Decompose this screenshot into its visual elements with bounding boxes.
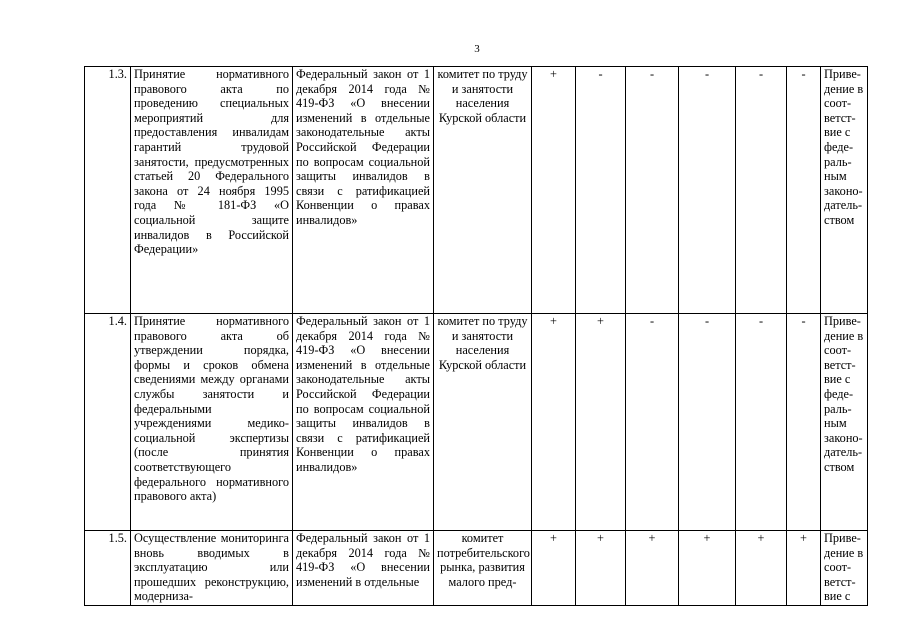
mark-value: + <box>550 314 557 328</box>
action-cell: Принятие нормативного правового акта по проведению специальных мероприятий для предоставления инвалидам гарантий трудовой занятости, предусмотренных статьей 20 Федерального закона от 24 ноября 1995 года № 181-ФЗ «О социальной защите инвалидов в Российской Федерации» <box>131 67 293 314</box>
result-line: дение в <box>824 545 864 560</box>
mark-value: + <box>597 531 604 545</box>
mark-cell <box>787 314 821 531</box>
result-line: вие с <box>824 589 851 604</box>
result-line: феде- <box>824 139 854 154</box>
executor-cell: комитет потребительского рынка, развития малого пред- <box>434 531 532 606</box>
result-line: соот- <box>824 560 852 575</box>
legal-basis-cell: Федеральный закон от 1 декабря 2014 года № 419-ФЗ «О внесении изменений в отдельные <box>293 531 434 606</box>
result-line: соот- <box>824 96 852 111</box>
mark-value: - <box>801 67 806 81</box>
row-number: 1.5. <box>85 531 131 606</box>
mark-cell <box>532 67 576 314</box>
mark-cell <box>626 531 679 606</box>
mark-value: + <box>550 67 557 81</box>
legal-basis-cell: Федеральный закон от 1 декабря 2014 года № 419-ФЗ «О внесении изменений в отдельные законодательные акты Российской Федерации по вопросам социальной защиты инвалидов в связи с ратификацией Конвенции о правах инвалидов» <box>293 314 434 531</box>
result-line: раль- <box>824 154 852 169</box>
result-line: законо- <box>824 183 863 198</box>
mark-value: - <box>598 67 603 81</box>
table-row <box>85 531 868 606</box>
mark-cell <box>576 67 626 314</box>
mark-cell <box>679 531 736 606</box>
mark-value: + <box>703 531 711 545</box>
table-row <box>85 314 868 531</box>
result-line: Приве- <box>824 67 861 81</box>
mark-cell <box>787 531 821 606</box>
result-cell <box>821 531 868 606</box>
result-line: ным <box>824 169 847 184</box>
result-line: ветст- <box>824 110 856 125</box>
mark-value: + <box>800 531 807 545</box>
result-line: ством <box>824 459 855 474</box>
executor-cell: комитет по труду и занятости населения Курской области <box>434 67 532 314</box>
mark-value: - <box>758 314 764 328</box>
result-line: соот- <box>824 343 852 358</box>
mark-value: + <box>550 531 557 545</box>
mark-cell <box>679 67 736 314</box>
action-cell: Осуществление мониторинга вновь вводимых в эксплуатацию или прошедших реконструкцию, модерниза- <box>131 531 293 606</box>
result-line: ветст- <box>824 357 856 372</box>
legal-basis-cell: Федеральный закон от 1 декабря 2014 года № 419-ФЗ «О внесении изменений в отдельные законодательные акты Российской Федерации по вопросам социальной защиты инвалидов в связи с ратификацией Конвенции о правах инвалидов» <box>293 67 434 314</box>
mark-value: - <box>649 314 655 328</box>
row-number: 1.3. <box>85 67 131 314</box>
mark-value: - <box>704 314 710 328</box>
mark-value: + <box>597 314 604 328</box>
result-line: Приве- <box>824 314 861 328</box>
result-line: законо- <box>824 430 863 445</box>
result-cell <box>821 314 868 531</box>
mark-value: + <box>757 531 765 545</box>
mark-value: - <box>758 67 764 81</box>
mark-cell <box>576 314 626 531</box>
result-line: ным <box>824 416 847 431</box>
mark-value: - <box>704 67 710 81</box>
result-line: ветст- <box>824 574 856 589</box>
result-line: ством <box>824 212 855 227</box>
mark-cell <box>626 314 679 531</box>
result-line: вие с <box>824 372 851 387</box>
mark-cell <box>787 67 821 314</box>
result-line: дение в <box>824 81 864 96</box>
result-line: раль- <box>824 401 852 416</box>
result-cell <box>821 67 868 314</box>
mark-cell <box>626 67 679 314</box>
result-line: вие с <box>824 125 851 140</box>
plan-table <box>84 66 868 606</box>
mark-value: - <box>801 314 806 328</box>
mark-cell <box>532 314 576 531</box>
table-row <box>85 67 868 314</box>
mark-cell <box>736 67 787 314</box>
result-line: дение в <box>824 328 864 343</box>
page-number: 3 <box>474 43 480 55</box>
result-line: датель- <box>824 198 863 213</box>
row-number: 1.4. <box>85 314 131 531</box>
mark-cell <box>736 531 787 606</box>
mark-cell <box>736 314 787 531</box>
executor-cell: комитет по труду и занятости населения Курской области <box>434 314 532 531</box>
result-line: феде- <box>824 386 854 401</box>
plan-table-body <box>85 67 868 606</box>
mark-value: - <box>649 67 655 81</box>
mark-value: + <box>648 531 656 545</box>
mark-cell <box>532 531 576 606</box>
result-line: Приве- <box>824 531 861 545</box>
mark-cell <box>576 531 626 606</box>
action-cell: Принятие нормативного правового акта об утверждении порядка, формы и сроков обмена сведениями между органами службы занятости и федеральными учреждениями медико-социальной экспертизы (после принятия соответствующего федерального нормативного правового акта) <box>131 314 293 531</box>
mark-cell <box>679 314 736 531</box>
result-line: датель- <box>824 445 863 460</box>
